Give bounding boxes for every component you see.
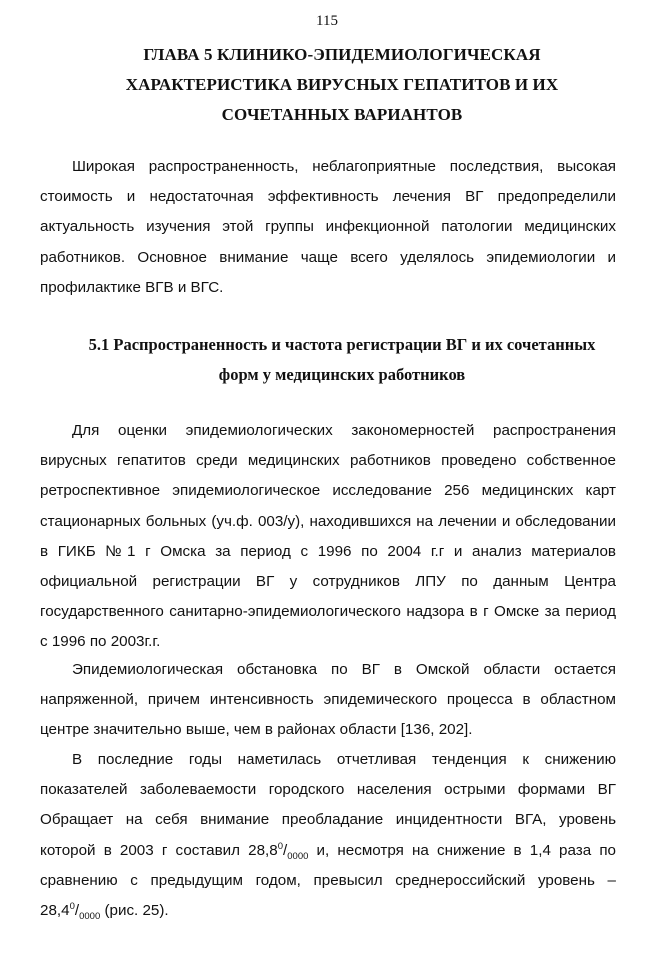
intro-paragraph: Широкая распространенность, неблагоприятные последствия, высокая стоимость и недостаточная эффективность лечения ВГ предопределили актуальность изучения этой группы инфекционной патологии медицинских работников. Основное внимание чаще всего уделялось эпидемиологии и профилактике ВГВ и ВГС. bbox=[40, 158, 616, 296]
section-title: 5.1 Распространенность и частота регистрации ВГ и их сочетанных форм у медицинских работников bbox=[88, 335, 596, 384]
subscript-0000: 0000 bbox=[79, 911, 101, 923]
page-number: 115 bbox=[316, 13, 338, 29]
body-paragraph-3: Эпидемиологическая обстановка по ВГ в Омской области остается напряженной, причем интенсивность эпидемического процесса в областном центре значительно выше, чем в районах области [136, 202]. bbox=[40, 661, 616, 739]
paragraph-4-part-3: (рис. 25). bbox=[100, 902, 169, 920]
body-paragraph-2: Для оценки эпидемиологических закономерностей распространения вирусных гепатитов среди медицинских работников проведено собственное ретроспективное эпидемиологическое исследование 256 медицинских карт стационарных больных (уч.ф. 003/у), находившихся на лечении и обследовании в ГИКБ №1 г Омска за период с 1996 по 2004 г.г и анализ материалов официальной регистрации ВГ у сотрудников ЛПУ по данным Центра государственного санитарно-эпидемиологического надзора в г Омске за период с 1996 по 2003г.г. bbox=[40, 422, 616, 651]
superscript-zero: 0 bbox=[277, 840, 284, 852]
subscript-0000: 0000 bbox=[287, 850, 309, 862]
paragraph-4-part-1: В последние годы наметилась отчетливая тенденция к снижению показателей заболеваемости городского населения острыми формами ВГ Обращает на себя внимание преобладание инцидентности ВГА, уровень которой в 2003 г составил 28,8 bbox=[40, 751, 616, 859]
superscript-zero: 0 bbox=[69, 900, 75, 912]
slash: / bbox=[74, 902, 80, 920]
slash: / bbox=[283, 841, 288, 859]
chapter-title: ГЛАВА 5 КЛИНИКО-ЭПИДЕМИОЛОГИЧЕСКАЯ ХАРАКТЕРИСТИКА ВИРУСНЫХ ГЕПАТИТОВ И ИХ СОЧЕТАННЫХ ВАРИАНТОВ bbox=[125, 45, 559, 124]
body-paragraph-4 bbox=[40, 745, 616, 926]
paragraph-4-part-2: и, несмотря на снижение в 1,4 раза по сравнению с предыдущим годом, превысил среднероссийский уровень – 28,4 bbox=[40, 841, 617, 920]
